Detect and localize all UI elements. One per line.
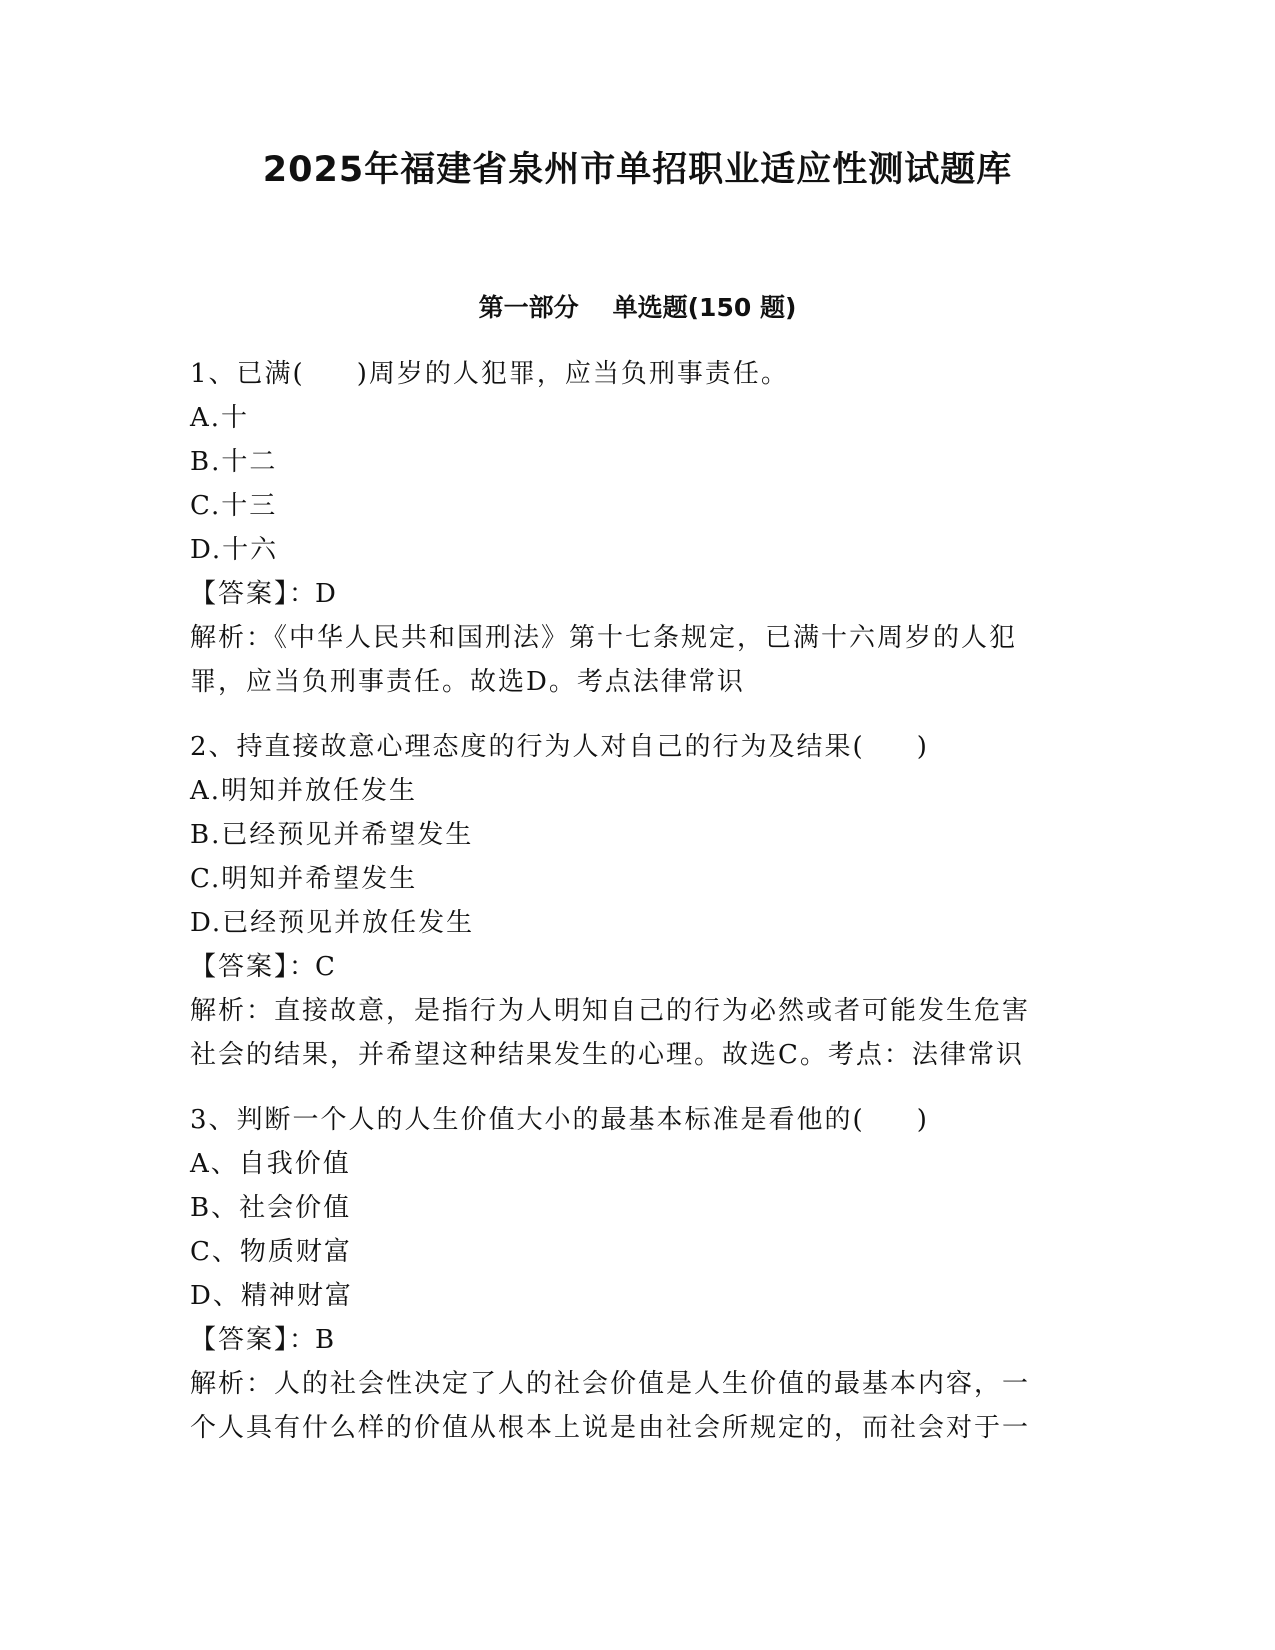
- option-a: A、自我价值: [190, 1149, 351, 1179]
- section-name: 单选题(150 题): [612, 293, 797, 322]
- question-stem: [190, 729, 1070, 773]
- answer-line: [190, 1322, 1070, 1366]
- document-title: 2025年福建省泉州市单招职业适应性测试题库: [262, 150, 1013, 190]
- analysis-line: 罪，应当负刑事责任。故选D。考点法律常识: [190, 667, 745, 697]
- analysis-line: 解析：《中华人民共和国刑法》第十七条规定，已满十六周岁的人犯: [190, 623, 1018, 653]
- stem-text-before-blank: 2、持直接故意心理态度的行为人对自己的行为及结果(: [190, 732, 865, 762]
- option-b: B、社会价值: [190, 1193, 352, 1223]
- option-d: D.已经预见并放任发生: [190, 908, 475, 938]
- stem-text-after-blank: ): [916, 1105, 929, 1135]
- analysis-line: 解析：直接故意，是指行为人明知自己的行为必然或者可能发生危害: [190, 996, 1031, 1026]
- answer-label: 【答案】: [190, 579, 290, 609]
- question-stem: [190, 1102, 1070, 1146]
- analysis-line: 解析：人的社会性决定了人的社会价值是人生价值的最基本内容，一: [190, 1369, 1031, 1399]
- question-2: [190, 729, 1070, 1081]
- question-3: [190, 1102, 1070, 1454]
- stem-text-before-blank: 1、已满(: [190, 359, 305, 389]
- answer-value: ：B: [289, 1325, 335, 1355]
- answer-label: 【答案】: [190, 1325, 290, 1355]
- option-c: C.十三: [190, 491, 278, 521]
- option-c: C、物质财富: [190, 1237, 352, 1267]
- answer-label: 【答案】: [190, 952, 290, 982]
- option-a: A.十: [190, 403, 250, 433]
- answer-line: [190, 576, 1070, 620]
- option-d: D、精神财富: [190, 1281, 353, 1311]
- section-label: 第一部分: [478, 293, 579, 322]
- answer-line: [190, 949, 1070, 993]
- answer-value: ：D: [289, 579, 336, 609]
- option-b: B.十二: [190, 447, 278, 477]
- stem-text-before-blank: 3、判断一个人的人生价值大小的最基本标准是看他的(: [190, 1105, 865, 1135]
- option-d: D.十六: [190, 535, 279, 565]
- section-heading: [0, 290, 1275, 326]
- analysis-line: 社会的结果，并希望这种结果发生的心理。故选C。考点：法律常识: [190, 1040, 1024, 1070]
- option-b: B.已经预见并希望发生: [190, 820, 474, 850]
- stem-text-after-blank: ): [916, 732, 929, 762]
- question-stem: [190, 356, 1070, 400]
- analysis-line: 个人具有什么样的价值从根本上说是由社会所规定的，而社会对于一: [190, 1413, 1031, 1443]
- question-1: [190, 356, 1070, 708]
- option-c: C.明知并希望发生: [190, 864, 418, 894]
- answer-value: ：C: [289, 952, 335, 982]
- question-list: [190, 356, 1070, 1475]
- stem-text-after-blank: )周岁的人犯罪，应当负刑事责任。: [356, 359, 789, 389]
- option-a: A.明知并放任发生: [190, 776, 418, 806]
